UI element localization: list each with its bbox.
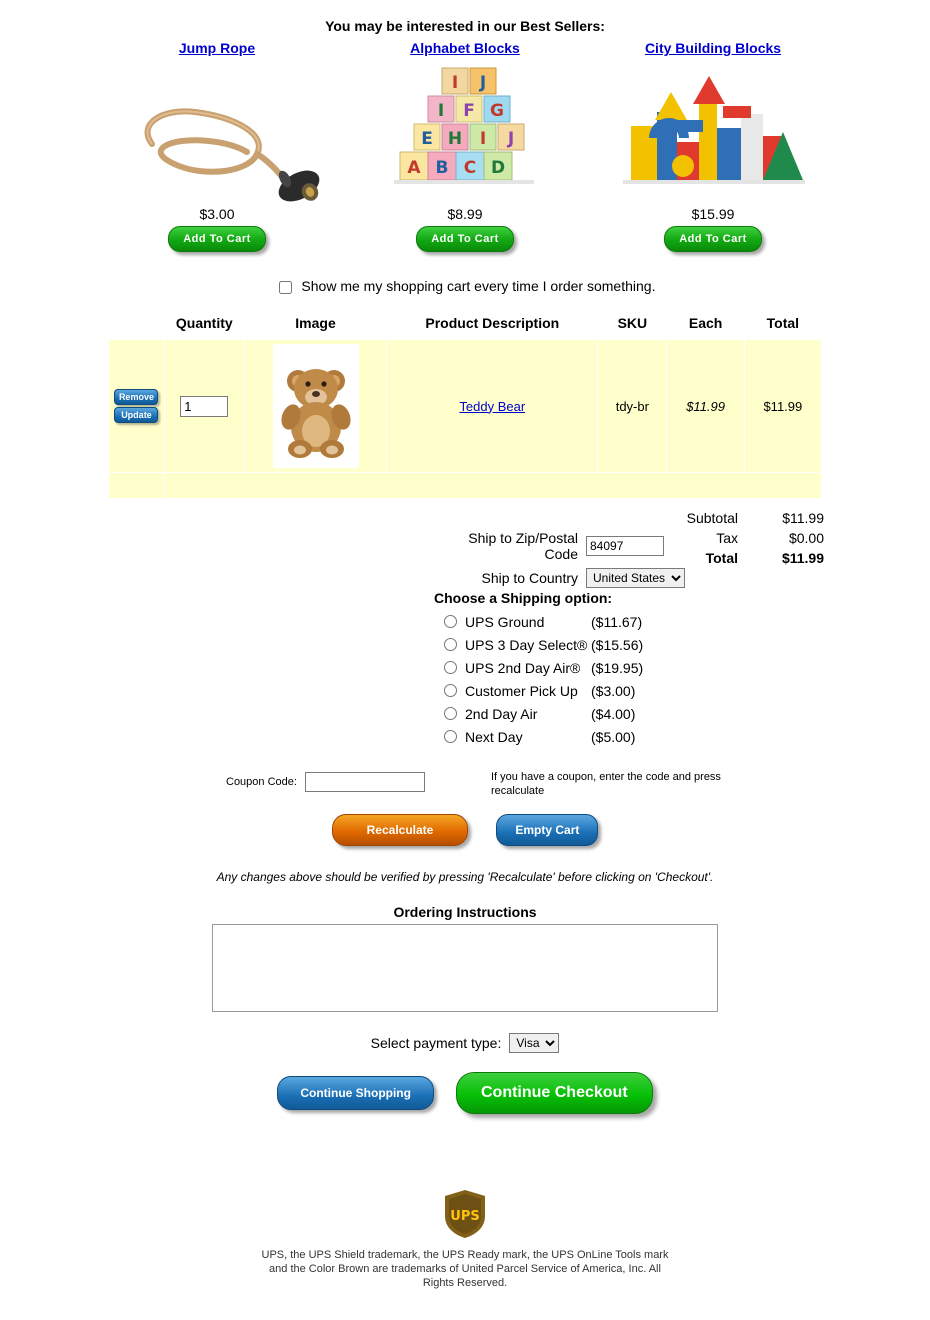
subtotal-label: Subtotal [686, 510, 738, 526]
add-to-cart-button-alphabet-blocks[interactable]: Add To Cart [416, 226, 514, 252]
alphabet-blocks-image [345, 62, 585, 202]
shipping-label-ups-3-day-select: UPS 3 Day Select® [465, 636, 588, 653]
shipping-option-customer-pick-up[interactable] [434, 679, 663, 702]
cart-row-each: $11.99 [667, 340, 744, 473]
city-building-blocks-image [593, 62, 833, 202]
svg-text:H: H [447, 129, 463, 149]
bestseller-link-alphabet-blocks[interactable]: Alphabet Blocks [410, 40, 520, 56]
cart-header-description: Product Description [387, 311, 598, 340]
shipping-radio-next-day[interactable] [444, 730, 457, 743]
shipping-radio-ups-2nd-day-air[interactable] [444, 661, 457, 674]
svg-text:J: J [507, 129, 515, 149]
bestseller-price-jump-rope: $3.00 [199, 206, 235, 222]
coupon-label: Coupon Code: [226, 776, 297, 788]
update-button[interactable]: Update [114, 407, 158, 423]
svg-text:I: I [451, 73, 459, 93]
ups-shield-icon [443, 1188, 487, 1240]
cart-table [108, 311, 822, 499]
shipping-option-next-day[interactable] [434, 725, 663, 748]
cart-row-sku: tdy-br [598, 340, 667, 473]
bestseller-link-jump-rope[interactable]: Jump Rope [178, 40, 256, 56]
shipping-radio-customer-pick-up[interactable] [444, 684, 457, 697]
bestseller-item-city-building-blocks [593, 40, 833, 252]
cart-header-sku: SKU [598, 311, 667, 340]
cart-table-wrapper [108, 311, 822, 499]
payment-type-row [0, 1033, 930, 1053]
shipping-cost-2nd-day-air: ($4.00) [591, 705, 636, 722]
bestseller-item-alphabet-blocks [345, 40, 585, 252]
cart-row-total: $11.99 [744, 340, 821, 473]
tax-value: $0.00 [788, 530, 824, 546]
shipping-options-heading: Choose a Shipping option: [434, 590, 613, 606]
cart-header-each: Each [667, 311, 744, 340]
cart-row-description [387, 340, 598, 473]
svg-text:I: I [437, 101, 445, 121]
shipping-label-ups-ground: UPS Ground [465, 613, 545, 630]
cart-spacer-cell-2 [164, 473, 821, 499]
svg-text:J: J [479, 73, 487, 93]
shipping-cost-customer-pick-up: ($3.00) [591, 682, 636, 699]
shipping-option-2nd-day-air[interactable] [434, 702, 663, 725]
svg-text:F: F [463, 101, 475, 121]
svg-text:UPS: UPS [450, 1209, 480, 1224]
footer-legal-text: UPS, the UPS Shield trademark, the UPS Ready mark, the UPS OnLine Tools mark and the Color Brown are trademarks of United Parcel Service of America, Inc. All Rights Reserved. [261, 1249, 669, 1289]
shipping-radio-2nd-day-air[interactable] [444, 707, 457, 720]
bestseller-link-city-building-blocks[interactable]: City Building Blocks [644, 40, 782, 56]
cart-row-quantity [164, 340, 244, 473]
continue-shopping-button[interactable]: Continue Shopping [277, 1076, 434, 1110]
product-link-teddy-bear[interactable]: Teddy Bear [459, 398, 526, 414]
teddy-bear-image [273, 344, 359, 468]
quantity-input[interactable] [180, 396, 228, 417]
shipping-label-2nd-day-air: 2nd Day Air [465, 705, 538, 722]
tax-label: Tax [716, 530, 738, 546]
total-value: $11.99 [781, 550, 824, 566]
recalculate-button[interactable]: Recalculate [332, 814, 469, 846]
ordering-instructions-textarea[interactable] [212, 924, 718, 1012]
cart-action-buttons [0, 814, 930, 846]
svg-text:A: A [407, 158, 421, 178]
cart-header-row [109, 311, 822, 340]
bestseller-price-city-building-blocks: $15.99 [691, 206, 735, 222]
shipping-cost-next-day: ($5.00) [591, 728, 636, 745]
bestseller-price-alphabet-blocks: $8.99 [447, 206, 483, 222]
cart-header-quantity: Quantity [164, 311, 244, 340]
verify-note: Any changes above should be verified by pressing 'Recalculate' before clicking on 'Checkout'. [216, 870, 714, 884]
shipping-options [434, 590, 663, 748]
shipping-option-ups-2nd-day-air[interactable] [434, 656, 663, 679]
coupon-section [226, 772, 425, 792]
ordering-instructions-title: Ordering Instructions [393, 904, 537, 920]
shipping-label-next-day: Next Day [465, 728, 523, 745]
jump-rope-image [97, 62, 337, 202]
ship-country-label: Ship to Country [481, 570, 578, 586]
table-row [109, 340, 822, 473]
shipping-cost-ups-3-day-select: ($15.56) [591, 636, 644, 653]
svg-text:I: I [479, 129, 487, 149]
coupon-note: If you have a coupon, enter the code and press recalculate [491, 771, 721, 797]
svg-text:E: E [421, 129, 433, 149]
add-to-cart-button-jump-rope[interactable]: Add To Cart [168, 226, 266, 252]
payment-type-label: Select payment type: [370, 1035, 502, 1051]
svg-text:B: B [435, 158, 449, 178]
zip-input[interactable] [586, 536, 664, 556]
bestsellers-row [0, 40, 930, 252]
ship-country-row [434, 568, 685, 588]
cart-spacer-row [109, 473, 822, 499]
subtotal-value: $11.99 [782, 510, 824, 526]
total-label: Total [705, 550, 738, 566]
cart-row-actions [109, 340, 165, 473]
shipping-label-customer-pick-up: Customer Pick Up [465, 682, 578, 699]
shipping-radio-ups-ground[interactable] [444, 615, 457, 628]
checkout-buttons [0, 1072, 930, 1114]
subtotal-row [614, 508, 824, 528]
ship-zip-row [434, 530, 685, 562]
shipping-radio-ups-3-day-select[interactable] [444, 638, 457, 651]
shipping-label-ups-2nd-day-air: UPS 2nd Day Air® [465, 659, 581, 676]
ship-zip-label: Ship to Zip/Postal Code [468, 530, 578, 562]
page-footer [0, 1188, 930, 1290]
svg-text:C: C [463, 158, 477, 178]
shipping-option-ups-ground[interactable] [434, 610, 663, 633]
empty-cart-button[interactable]: Empty Cart [496, 814, 598, 846]
svg-text:D: D [490, 158, 506, 178]
bestsellers-heading: You may be interested in our Best Sellers: [325, 18, 605, 34]
shipping-option-ups-3-day-select[interactable] [434, 633, 663, 656]
show-cart-checkbox[interactable] [279, 281, 292, 294]
coupon-input[interactable] [305, 772, 425, 792]
payment-type-select[interactable] [509, 1033, 559, 1053]
ship-to-section [434, 530, 685, 594]
cart-header-actions [109, 311, 165, 340]
cart-header-image: Image [244, 311, 387, 340]
continue-checkout-button[interactable]: Continue Checkout [456, 1072, 653, 1114]
country-select[interactable] [586, 568, 685, 588]
show-cart-label: Show me my shopping cart every time I order something. [301, 278, 656, 295]
remove-button[interactable]: Remove [114, 389, 158, 405]
bestseller-item-jump-rope [97, 40, 337, 252]
shipping-cost-ups-ground: ($11.67) [591, 613, 643, 630]
cart-spacer-cell-1 [109, 473, 165, 499]
cart-row-image [244, 340, 387, 473]
add-to-cart-button-city-building-blocks[interactable]: Add To Cart [664, 226, 762, 252]
cart-header-total: Total [744, 311, 821, 340]
show-cart-preference [0, 278, 930, 297]
svg-text:G: G [490, 101, 504, 121]
shipping-cost-ups-2nd-day-air: ($19.95) [591, 659, 644, 676]
